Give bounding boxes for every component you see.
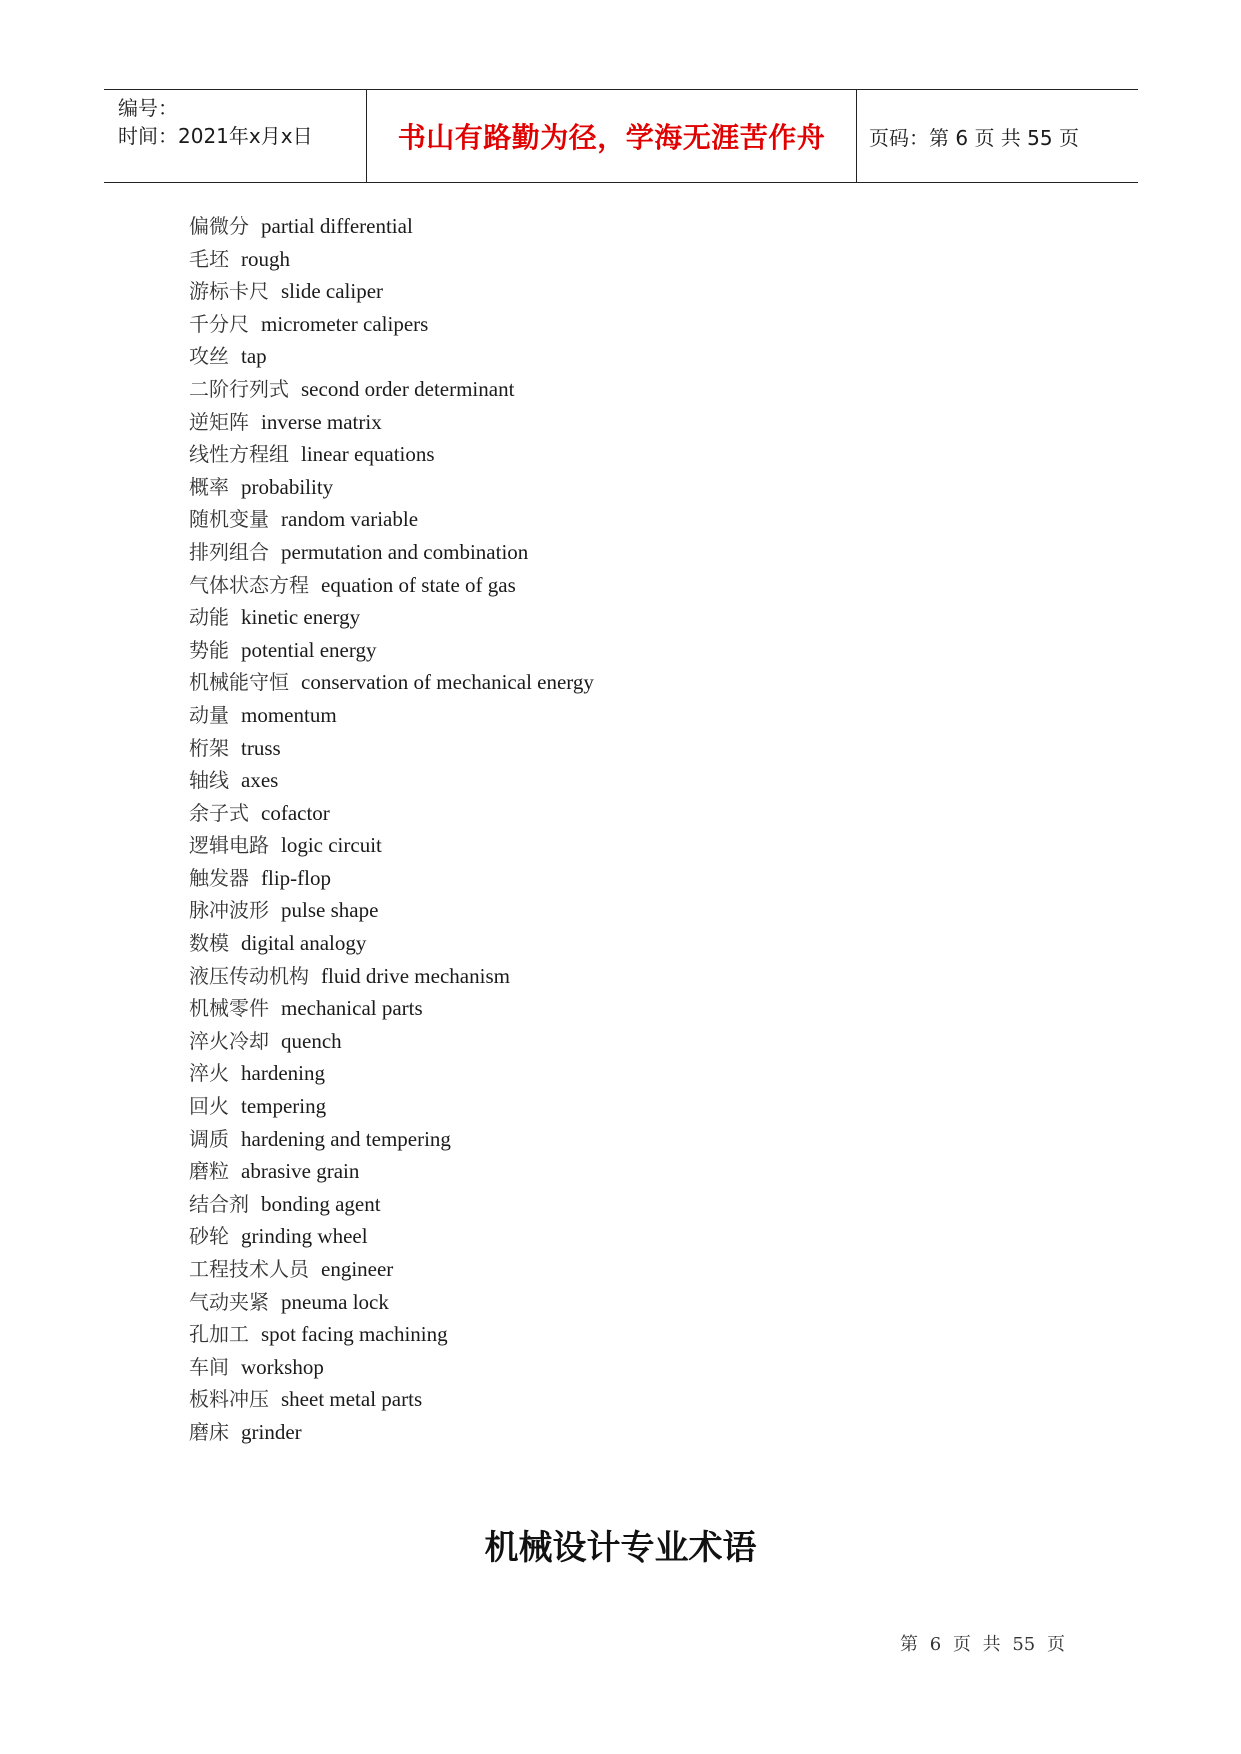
term-chinese: 磨床 <box>189 1419 229 1444</box>
term-english: pulse shape <box>281 898 379 923</box>
term-english: bonding agent <box>261 1191 381 1216</box>
term-chinese: 液压传动机构 <box>189 963 309 988</box>
term-chinese: 板料冲压 <box>189 1387 269 1412</box>
term-item <box>189 438 594 471</box>
term-chinese: 势能 <box>189 637 229 662</box>
term-item <box>189 503 594 536</box>
serial-number-label: 编号： <box>118 96 178 120</box>
term-chinese: 随机变量 <box>189 507 269 532</box>
term-english: pneuma lock <box>281 1289 389 1314</box>
term-english: hardening and tempering <box>241 1126 451 1151</box>
term-item <box>189 471 594 504</box>
term-english: workshop <box>241 1354 324 1379</box>
term-english: tempering <box>241 1094 327 1119</box>
term-item <box>189 732 594 765</box>
term-english: potential energy <box>241 637 377 662</box>
date-line: 时间：2021年x月x日 <box>118 124 313 148</box>
term-english: digital analogy <box>241 931 367 956</box>
term-chinese: 车间 <box>189 1354 229 1379</box>
term-item <box>189 308 594 341</box>
section-title: 机械设计专业术语 <box>484 1528 757 1568</box>
term-item <box>189 1090 594 1123</box>
term-item <box>189 1416 594 1449</box>
term-item <box>189 634 594 667</box>
term-item <box>189 601 594 634</box>
term-english: random variable <box>281 507 419 532</box>
term-english: permutation and combination <box>281 539 529 564</box>
term-item <box>189 536 594 569</box>
term-item <box>189 797 594 830</box>
term-english: kinetic energy <box>241 605 361 630</box>
term-english: momentum <box>241 702 337 727</box>
term-item <box>189 666 594 699</box>
term-english: sheet metal parts <box>281 1387 423 1412</box>
term-english: abrasive grain <box>241 1159 360 1184</box>
term-chinese: 轴线 <box>189 768 229 793</box>
term-chinese: 逻辑电路 <box>189 833 269 858</box>
term-item <box>189 1286 594 1319</box>
term-item <box>189 764 594 797</box>
term-chinese: 孔加工 <box>189 1322 249 1347</box>
term-item <box>189 243 594 276</box>
page-header <box>104 89 1138 183</box>
term-chinese: 淬火冷却 <box>189 1028 269 1053</box>
term-item <box>189 406 594 439</box>
term-chinese: 回火 <box>189 1094 229 1119</box>
term-chinese: 触发器 <box>189 865 249 890</box>
header-motto: 书山有路勤为径，学海无涯苦作舟 <box>367 90 857 182</box>
term-english: second order determinant <box>301 376 515 401</box>
term-english: probability <box>241 474 334 499</box>
term-english: micrometer calipers <box>261 311 429 336</box>
term-item <box>189 1253 594 1286</box>
term-chinese: 机械零件 <box>189 996 269 1021</box>
term-item <box>189 1220 594 1253</box>
term-english: engineer <box>321 1257 394 1281</box>
term-chinese: 淬火 <box>189 1061 229 1086</box>
term-chinese: 余子式 <box>189 800 249 825</box>
term-chinese: 线性方程组 <box>189 442 289 467</box>
term-english: logic circuit <box>281 833 382 858</box>
term-chinese: 逆矩阵 <box>189 409 249 434</box>
term-english: grinder <box>241 1419 302 1444</box>
page-footer: 第 6 页 共 55 页 <box>900 1634 1065 1655</box>
term-english: inverse matrix <box>261 409 382 434</box>
term-english: cofactor <box>261 800 330 825</box>
term-item <box>189 1351 594 1384</box>
term-chinese: 千分尺 <box>189 311 249 336</box>
term-chinese: 砂轮 <box>189 1224 229 1249</box>
term-item <box>189 960 594 993</box>
term-item <box>189 1057 594 1090</box>
term-chinese: 偏微分 <box>189 214 249 238</box>
term-english: grinding wheel <box>241 1224 368 1249</box>
header-info-cell <box>104 90 367 182</box>
term-chinese: 工程技术人员 <box>189 1257 309 1281</box>
term-item <box>189 992 594 1025</box>
term-list <box>189 210 594 1449</box>
term-item <box>189 569 594 602</box>
term-item <box>189 927 594 960</box>
term-english: mechanical parts <box>281 996 423 1021</box>
term-item <box>189 894 594 927</box>
term-chinese: 概率 <box>189 474 229 499</box>
term-english: fluid drive mechanism <box>321 963 510 988</box>
term-chinese: 气体状态方程 <box>189 572 309 597</box>
term-item <box>189 275 594 308</box>
term-chinese: 攻丝 <box>189 344 229 369</box>
term-english: flip-flop <box>261 865 331 890</box>
term-english: quench <box>281 1028 342 1053</box>
term-item <box>189 1383 594 1416</box>
term-chinese: 脉冲波形 <box>189 898 269 923</box>
term-chinese: 排列组合 <box>189 539 269 564</box>
header-page-code: 页码：第 6 页 共 55 页 <box>869 125 1079 150</box>
term-chinese: 动能 <box>189 605 229 630</box>
term-item <box>189 1318 594 1351</box>
term-english: linear equations <box>301 442 435 467</box>
term-chinese: 动量 <box>189 702 229 727</box>
term-chinese: 磨粒 <box>189 1159 229 1184</box>
term-item <box>189 862 594 895</box>
term-english: tap <box>241 344 267 369</box>
term-item <box>189 1123 594 1156</box>
term-chinese: 桁架 <box>189 735 229 760</box>
term-english: equation of state of gas <box>321 572 516 597</box>
term-item <box>189 1188 594 1221</box>
term-english: hardening <box>241 1061 325 1086</box>
term-chinese: 结合剂 <box>189 1191 249 1216</box>
term-english: partial differential <box>261 214 413 238</box>
term-english: truss <box>241 735 281 760</box>
term-item <box>189 1025 594 1058</box>
term-item <box>189 699 594 732</box>
term-chinese: 毛坯 <box>189 246 229 271</box>
term-item <box>189 210 594 243</box>
term-chinese: 数模 <box>189 931 229 956</box>
term-english: spot facing machining <box>261 1322 448 1347</box>
term-chinese: 二阶行列式 <box>189 376 289 401</box>
term-english: rough <box>241 246 290 271</box>
term-english: conservation of mechanical energy <box>301 670 594 695</box>
term-item <box>189 1155 594 1188</box>
term-chinese: 游标卡尺 <box>189 279 269 304</box>
term-english: axes <box>241 768 279 793</box>
term-item <box>189 829 594 862</box>
term-chinese: 调质 <box>189 1126 229 1151</box>
term-english: slide caliper <box>281 279 384 304</box>
term-item <box>189 340 594 373</box>
term-chinese: 气动夹紧 <box>189 1289 269 1314</box>
term-item <box>189 373 594 406</box>
term-chinese: 机械能守恒 <box>189 670 289 695</box>
